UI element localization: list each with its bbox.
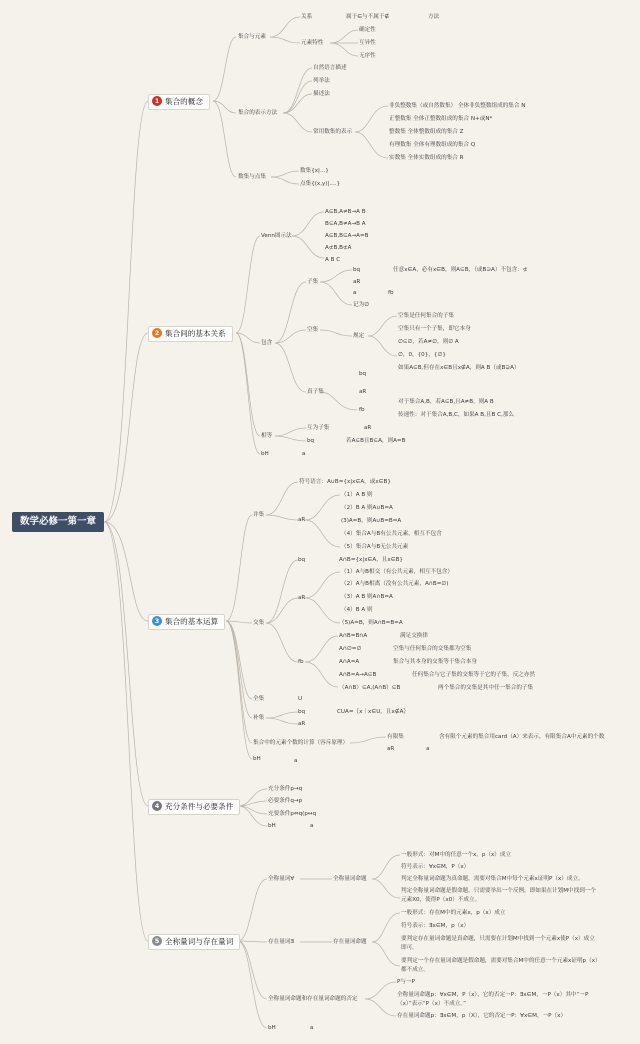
node[interactable]: A⊆B,A≠B→A B (325, 209, 366, 215)
node[interactable]: 集合的表示方法 (238, 110, 278, 116)
node[interactable]: 要判定一个存在量词命题是假命题，需要对集合M中的任意一个元素x证明p（x） (401, 958, 601, 964)
node[interactable]: 一般形式：存在M中的元素x，p（x）成立 (401, 910, 506, 916)
node[interactable]: 存在量词∃ (268, 939, 294, 945)
node[interactable]: bH (261, 451, 269, 457)
node[interactable]: 描述法 (313, 91, 330, 97)
node[interactable]: 有限集 (387, 734, 404, 740)
node[interactable]: 关系 (301, 14, 313, 20)
node[interactable]: （x）”表示“P（x）不成立。” (397, 1001, 467, 1007)
node[interactable]: 判定全称量词命题是假命题，只需要举出一个反例。即如果在计划M中找到一个 (401, 888, 597, 894)
node[interactable]: bq (298, 709, 306, 715)
node[interactable]: a (302, 451, 306, 457)
node[interactable]: 规定 (353, 333, 365, 339)
node[interactable]: a (310, 1025, 314, 1031)
node[interactable]: 空集是任何集合的子集 (398, 313, 454, 319)
node[interactable]: 列举法 (313, 78, 330, 84)
node[interactable]: 数集与点集 (238, 174, 266, 180)
node[interactable]: fb (359, 407, 365, 413)
node[interactable]: 符号表示：∀x∈M，P（x） (401, 864, 470, 870)
node[interactable]: CUA=｛x｜x∈U，且x∉A｝ (337, 709, 410, 715)
node[interactable]: 含有限个元素的集合用card（A）来表示，有限集合A中元素的个数 (439, 734, 605, 740)
node[interactable]: 任意x∈A，必有x∈B，则A⊆B，（或B⊇A）不包含：⊄ (393, 267, 528, 273)
node[interactable]: 全称量词∀ (268, 876, 295, 882)
node[interactable]: （3）A B 则A∩B=A (341, 594, 393, 600)
node[interactable]: bq (298, 557, 306, 563)
node[interactable]: bq (307, 438, 315, 444)
node[interactable]: 集合与其本身的交集等于集合本身 (393, 659, 477, 665)
branch-title: 集合的概念 (165, 97, 203, 106)
node[interactable]: aR (298, 595, 306, 601)
node[interactable]: aR (359, 389, 367, 395)
number-badge-4: 4 (152, 801, 162, 811)
node[interactable]: ∅⊆∅，若A≠∅，则∅ A (398, 339, 459, 345)
node[interactable]: bH (253, 756, 261, 762)
branch-title: 集合的基本运算 (165, 617, 219, 626)
node[interactable]: 并集 (253, 512, 265, 518)
node[interactable]: A∩∅=∅ (339, 646, 362, 652)
node[interactable]: 正整数集 全体正整数组成的集合 N+或N* (389, 116, 493, 122)
node[interactable]: 若A⊆B且B⊆A，则A=B (346, 438, 406, 444)
node[interactable]: 实数集 全体实数组成的集合 R (389, 155, 464, 161)
node[interactable]: (3)A=B，则A∪B=B=A (341, 518, 402, 524)
node[interactable]: 全集 (253, 696, 265, 702)
node[interactable]: 都不成立。 (401, 967, 429, 973)
node[interactable]: A∩A=A (339, 659, 360, 665)
node[interactable]: A⊆B,B⊆A→A=B (325, 233, 369, 239)
branch-conditions[interactable] (148, 799, 240, 815)
node[interactable]: 常用数集的表示 (313, 129, 353, 135)
node[interactable]: （1）A与B相交（有公共元素，相互不包含） (341, 569, 453, 575)
node[interactable]: 符号表示：∃x∈M，p（x） (401, 923, 470, 929)
branch-title: 全称量词与存在量词 (165, 937, 234, 946)
node[interactable]: 互为子集 (307, 425, 330, 431)
node[interactable]: 真子集 (307, 389, 324, 395)
node[interactable]: 传递性：对于集合A,B,C，如果A B,且B C,那么 (398, 412, 514, 418)
node[interactable]: Venn图示法 (261, 233, 292, 239)
branch-set-operations[interactable] (148, 614, 225, 630)
node[interactable]: 空集与任何集合的交集都为空集 (393, 646, 472, 652)
node[interactable]: B⊆A,B≠A→B A (325, 221, 366, 227)
node[interactable]: 有理数集 全体有理数组成的集合 Q (389, 142, 476, 148)
node[interactable]: 全称量词命题 (333, 876, 367, 882)
node[interactable]: （5)A=B，则A∩B=B=A (339, 620, 403, 626)
number-badge-3: 3 (152, 616, 162, 626)
node[interactable]: （2）A与B相离（没有公共元素，A∩B=∅) (341, 581, 449, 587)
node[interactable]: 即可。 (401, 945, 418, 951)
node[interactable]: fb (388, 290, 394, 296)
node[interactable]: （A∩B）⊆A,(A∩B）⊆B (339, 685, 401, 691)
node[interactable]: 包含 (261, 340, 273, 346)
node[interactable]: bq (359, 371, 367, 377)
node[interactable]: 满足交换律 (400, 633, 428, 639)
number-badge-1: 1 (152, 96, 162, 106)
node[interactable]: 对于集合A,B，若A⊆B,且A≠B，则A B (398, 399, 494, 405)
node[interactable]: 属于∈与不属于∉ (346, 14, 390, 20)
node[interactable]: 符号语言：A∪B={x|x∈A，或x∈B} (299, 479, 391, 485)
node[interactable]: aR (298, 721, 306, 727)
node[interactable]: 相等 (261, 433, 273, 439)
node[interactable]: 任何集合与它子集的交集等于它的子集，反之亦然 (412, 672, 536, 678)
node[interactable]: 交集 (253, 620, 265, 626)
node[interactable]: A⊄B,B⊄A (325, 245, 352, 251)
node[interactable]: 存在量词命题 (333, 939, 367, 945)
node[interactable]: 集合中的元素个数的计算（容斥原理） (253, 740, 349, 746)
node[interactable]: 记为∅ (353, 302, 370, 308)
node[interactable]: bH (268, 1025, 276, 1031)
node[interactable]: 要判定存在量词命题是真命题，只需要在计划M中找到一个元素x使P（x）成立 (401, 936, 595, 942)
node[interactable]: A∩B={x|x∈A，且x∈B} (339, 557, 403, 563)
node[interactable]: 元素X0，使得P（x0）不成立。 (401, 897, 481, 903)
node[interactable]: 充要条件p⇔q(p↔q (268, 811, 317, 817)
node[interactable]: 存在量词命题p：∃x∈M，p（X），它的否定￢P：∀x∈M，￢P（x） (397, 1013, 567, 1019)
node[interactable]: a (294, 758, 298, 764)
node[interactable]: 非负整数集（或自然数集） 全体非负整数组成的集合 N (389, 103, 526, 109)
node[interactable]: 互异性 (359, 40, 376, 46)
node[interactable]: aR (364, 425, 372, 431)
node[interactable]: A∩B=A→A⊆B (339, 672, 377, 678)
node[interactable]: A B C (325, 257, 341, 263)
node[interactable]: 空集 (307, 327, 319, 333)
node[interactable]: a (353, 290, 357, 296)
node[interactable]: 整数集 全体整数组成的集合 Z (389, 129, 464, 135)
node[interactable]: aR (353, 279, 361, 285)
number-badge-5: 5 (152, 936, 162, 946)
node[interactable]: 全称量词命题p：∀x∈M，P（x），它的否定￢P：∃x∈M，￢P（x）其中“￢P (397, 992, 589, 998)
branch-title: 充分条件与必要条件 (165, 802, 234, 811)
node[interactable]: ∅，0，{0}，{∅} (398, 352, 446, 358)
node[interactable]: 两个集合的交集是其中任一集合的子集 (438, 685, 534, 691)
node[interactable]: 必要条件q→p (268, 798, 303, 804)
node[interactable]: （1）A B 则 (341, 492, 373, 498)
node[interactable]: A∩B=B∩A (339, 633, 368, 639)
branch-set-relations[interactable] (148, 326, 233, 342)
root-topic[interactable]: 数学必修一第一章 (12, 512, 104, 532)
node[interactable]: 点集{(x,y)|....} (300, 181, 341, 187)
node[interactable]: a (310, 823, 314, 829)
node[interactable]: （2）B A 则A∪B=A (341, 505, 393, 511)
node[interactable]: 判定全称量词命题为真命题，需要对集合M中每个元素x证明P（x）成立。 (401, 876, 584, 882)
node[interactable]: 无序性 (359, 53, 376, 59)
branch-set-concept[interactable] (148, 94, 210, 110)
branch-quantifiers[interactable] (148, 934, 240, 950)
node[interactable]: a (426, 746, 430, 752)
node[interactable]: （4）集合A与B有公共元素，相互不包含 (341, 531, 442, 537)
node[interactable]: aR (298, 517, 306, 523)
branch-title: 集合间的基本关系 (165, 329, 226, 338)
node[interactable]: U (298, 696, 303, 702)
node[interactable]: （4）B A 则 (341, 607, 373, 613)
node[interactable]: 自然语言描述 (313, 65, 347, 71)
node[interactable]: bH (268, 823, 276, 829)
node[interactable]: 空集只有一个子集，即它本身 (398, 326, 471, 332)
node[interactable]: 数集{x|...} (300, 168, 329, 174)
number-badge-2: 2 (152, 328, 162, 338)
node[interactable]: 方法 (428, 14, 440, 20)
node[interactable]: 一般形式：对M中的任意一个x，p（x）成立 (401, 852, 512, 858)
node[interactable]: 元素特性 (301, 40, 324, 46)
node[interactable]: bq (353, 267, 361, 273)
node[interactable]: 确定性 (359, 27, 376, 33)
node[interactable]: （5）集合A与B无公共元素 (341, 544, 409, 550)
node[interactable]: 集合与元素 (238, 34, 266, 40)
node[interactable]: 如果A⊆B,但存在x∈B且x∉A，则A B（或B⊋A） (398, 365, 520, 371)
node[interactable]: 全称量词命题和存在量词命题的否定 (268, 996, 358, 1002)
node[interactable]: 补集 (253, 715, 265, 721)
node[interactable]: aR (387, 746, 395, 752)
node[interactable]: P与￢P (397, 979, 415, 985)
node[interactable]: 充分条件p→q (268, 786, 303, 792)
node[interactable]: 子集 (307, 279, 319, 285)
node[interactable]: fb (298, 659, 304, 665)
